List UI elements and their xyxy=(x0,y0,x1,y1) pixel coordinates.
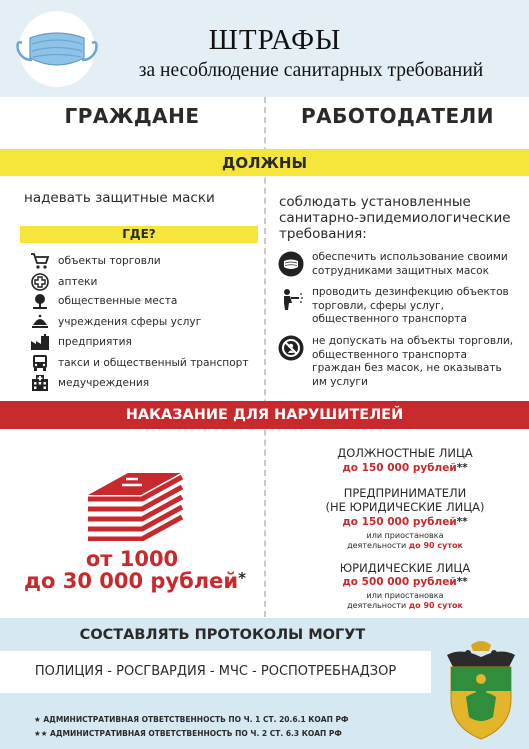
money-stack-icon xyxy=(82,455,188,541)
employer-rule xyxy=(278,286,526,327)
footnote-mark: ** xyxy=(456,516,468,528)
rule-line: граждан без масок, не оказывать xyxy=(312,362,502,374)
place-label: общественные места xyxy=(58,294,178,307)
employers-duty xyxy=(279,194,525,242)
legal-title: ЮРИДИЧЕСКИЕ ЛИЦА xyxy=(339,561,471,575)
note-text: деятельности xyxy=(347,601,407,610)
rule-line: обеспечить использование своими xyxy=(312,251,508,263)
place-label: объекты торговли xyxy=(58,254,161,267)
factory-icon xyxy=(30,333,50,351)
rule-line: не допускать на объекты торговли, xyxy=(312,335,514,347)
footnote-1: ★ АДМИНИСТРАТИВНАЯ ОТВЕТСТВЕННОСТЬ ПО Ч. 1 СТ. 20.6.1 КОАП РФ xyxy=(34,715,349,724)
employer-rule xyxy=(278,251,526,278)
entrepreneurs-subtitle: (НЕ ЮРИДИЧЕСКИЕ ЛИЦА) xyxy=(325,500,485,514)
rule-line: общественного транспорта xyxy=(312,313,467,325)
citizens-fine-from: от 1000 xyxy=(85,547,179,571)
place-item xyxy=(30,272,262,291)
place-label: аптеки xyxy=(58,275,98,288)
rule-line: общественного транспорта xyxy=(312,348,467,361)
page-title: ШТРАФЫ xyxy=(208,24,342,56)
employers-duty-line: соблюдать установленные xyxy=(279,194,471,210)
rule-line: торговли, сферы услуг, xyxy=(312,299,444,312)
citizens-fine-to-value: до 30 000 рублей xyxy=(24,569,239,593)
citizens-fine-to xyxy=(20,569,250,593)
footnote-mark: ** xyxy=(456,576,468,588)
coat-of-arms-icon xyxy=(441,637,521,741)
rule-line: им услуги xyxy=(312,375,368,388)
place-item xyxy=(30,251,262,270)
rule-line: проводить дезинфекцию объектов xyxy=(312,286,509,298)
pharmacy-cross-icon xyxy=(30,273,50,291)
legal-note-term xyxy=(300,601,510,610)
penalty-label: НАКАЗАНИЕ ДЛЯ НАРУШИТЕЛЕЙ xyxy=(125,407,404,423)
legal-amount xyxy=(300,576,510,588)
employers-duty-line: требования: xyxy=(279,226,367,242)
place-item xyxy=(30,353,262,372)
employers-duty-line: санитарно-эпидемиологические xyxy=(279,210,511,226)
officials-amount-value: до 150 000 рублей xyxy=(342,462,457,474)
service-icon xyxy=(30,313,50,331)
mask-icon xyxy=(278,251,304,277)
column-header-employers: РАБОТОДАТЕЛИ xyxy=(301,104,494,128)
officials-amount xyxy=(300,462,510,474)
must-label: ДОЛЖНЫ xyxy=(221,154,308,172)
protocols-label: СОСТАВЛЯТЬ ПРОТОКОЛЫ МОГУТ xyxy=(79,627,366,643)
citizens-duty: надевать защитные маски xyxy=(24,190,215,206)
entrepreneurs-note: или приостановка xyxy=(366,531,444,540)
hospital-icon xyxy=(30,374,50,392)
entrepreneurs-amount xyxy=(300,516,510,528)
note-term: до 90 суток xyxy=(408,541,463,550)
place-label: учреждения сферы услуг xyxy=(58,315,202,328)
place-item xyxy=(30,373,262,392)
shopping-cart-icon xyxy=(30,252,50,270)
public-place-icon xyxy=(30,292,50,310)
place-label: такси и общественный транспорт xyxy=(58,356,249,369)
column-header-citizens: ГРАЖДАНЕ xyxy=(64,104,200,128)
entrepreneurs-amount-value: до 150 000 рублей xyxy=(342,516,457,528)
face-mask-icon xyxy=(14,10,100,88)
place-label: предприятия xyxy=(58,335,132,348)
page-subtitle: за несоблюдение санитарных требований xyxy=(138,60,484,81)
place-item xyxy=(30,312,262,331)
rule-line: сотрудниками защитных масок xyxy=(312,264,490,277)
employer-rule xyxy=(278,335,526,389)
note-text: деятельности xyxy=(347,541,407,550)
agencies-list: ПОЛИЦИЯ - РОСГВАРДИЯ - МЧС - РОСПОТРЕБНАДЗОР xyxy=(34,664,397,679)
legal-amount-value: до 500 000 рублей xyxy=(342,576,457,588)
disinfection-icon xyxy=(278,286,304,312)
note-term: до 90 суток xyxy=(408,601,463,610)
bus-icon xyxy=(30,354,50,372)
legal-note: или приостановка xyxy=(366,591,444,600)
footnote-2: ★★ АДМИНИСТРАТИВНАЯ ОТВЕТСТВЕННОСТЬ ПО Ч. 2 СТ. 6.3 КОАП РФ xyxy=(34,729,342,738)
where-label: ГДЕ? xyxy=(122,227,156,241)
entrepreneurs-note-term xyxy=(300,541,510,550)
place-item xyxy=(30,332,262,351)
footnote-mark: * xyxy=(238,569,246,587)
place-item xyxy=(30,291,262,310)
place-label: медучреждения xyxy=(58,376,150,389)
no-entry-icon xyxy=(278,335,304,361)
entrepreneurs-title: ПРЕДПРИНИМАТЕЛИ xyxy=(343,486,467,500)
footnote-mark: ** xyxy=(456,462,468,474)
officials-title: ДОЛЖНОСТНЫЕ ЛИЦА xyxy=(337,446,473,460)
